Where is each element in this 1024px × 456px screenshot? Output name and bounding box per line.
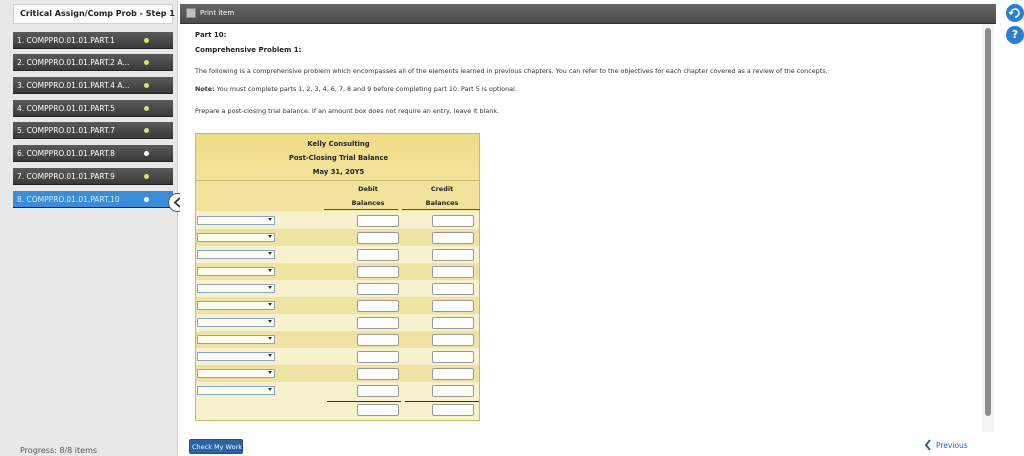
dropdown-arrow-icon <box>268 218 272 221</box>
credit-header: Credit <box>430 185 454 193</box>
debit-amount-input[interactable] <box>357 266 399 278</box>
credit-header-underline <box>402 209 480 210</box>
step-item-2[interactable] <box>13 54 173 71</box>
debit-amount-input[interactable] <box>357 351 399 363</box>
credit-amount-input[interactable] <box>432 283 474 295</box>
debit-total-rule <box>327 401 401 402</box>
assignment-title-bar <box>13 4 173 24</box>
step-item-6[interactable] <box>13 145 173 162</box>
dropdown-arrow-icon <box>268 235 272 238</box>
debit-total-input[interactable] <box>357 404 399 416</box>
step-item-label: 4. COMPPRO.01.01.PART.5 <box>17 104 115 113</box>
debit-amount-input[interactable] <box>357 317 399 329</box>
debit-header: Debit <box>358 185 378 193</box>
intro-text: The following is a comprehensive problem which encompasses all of the elements learned in previous chapters. You can refer to the objectives for each chapter covered as a review of the concepts. <box>195 67 828 75</box>
step-item-3[interactable] <box>13 77 173 94</box>
previous-label: Previous <box>936 441 968 450</box>
step-item-8[interactable] <box>13 191 173 208</box>
chevron-left-icon <box>924 439 932 451</box>
print-icon <box>186 8 196 18</box>
dropdown-arrow-icon <box>268 269 272 272</box>
help-icon[interactable] <box>1006 26 1024 44</box>
account-select[interactable] <box>197 267 275 276</box>
note-label: Note: <box>195 85 215 93</box>
refresh-icon[interactable] <box>1006 4 1024 22</box>
step-item-5[interactable] <box>13 122 173 139</box>
dropdown-arrow-icon <box>268 337 272 340</box>
status-dot-icon <box>144 197 149 202</box>
note-text: You must complete parts 1, 2, 3, 4, 6, 7, 8 and 9 before completing part 10. Part 5 is optional. <box>216 85 517 93</box>
step-item-4[interactable] <box>13 100 173 117</box>
step-item-label: 6. COMPPRO.01.01.PART.8 <box>17 149 115 158</box>
credit-amount-input[interactable] <box>432 300 474 312</box>
complete-dot-icon <box>144 38 149 43</box>
previous-button[interactable] <box>924 437 974 453</box>
dropdown-arrow-icon <box>268 354 272 357</box>
complete-dot-icon <box>144 60 149 65</box>
account-select[interactable] <box>197 369 275 378</box>
dropdown-arrow-icon <box>268 303 272 306</box>
dropdown-arrow-icon <box>268 252 272 255</box>
debit-amount-input[interactable] <box>357 385 399 397</box>
check-my-work-button[interactable] <box>189 439 243 454</box>
account-select[interactable] <box>197 386 275 395</box>
trial-balance-column-headers <box>195 181 480 211</box>
debit-amount-input[interactable] <box>357 334 399 346</box>
account-select[interactable] <box>197 352 275 361</box>
credit-total-input[interactable] <box>432 404 474 416</box>
step-item-1[interactable] <box>13 32 173 49</box>
part-title: Part 10: <box>195 31 227 39</box>
account-select[interactable] <box>197 318 275 327</box>
debit-amount-input[interactable] <box>357 283 399 295</box>
debit-subheader: Balances <box>351 199 385 207</box>
print-item-label: Print item <box>200 9 235 17</box>
trial-balance-header <box>195 133 480 181</box>
refresh-arrow-icon <box>1006 4 1024 22</box>
credit-amount-input[interactable] <box>432 266 474 278</box>
problem-title: Comprehensive Problem 1: <box>195 46 302 54</box>
credit-amount-input[interactable] <box>432 385 474 397</box>
account-select[interactable] <box>197 216 275 225</box>
debit-amount-input[interactable] <box>357 368 399 380</box>
note-line <box>195 85 517 93</box>
credit-subheader: Balances <box>425 199 459 207</box>
complete-dot-icon <box>144 174 149 179</box>
check-my-work-label: Check My Work <box>191 443 243 451</box>
account-select[interactable] <box>197 301 275 310</box>
item-toolbar <box>180 4 996 24</box>
credit-total-rule <box>405 401 479 402</box>
dropdown-arrow-icon <box>268 320 272 323</box>
account-select[interactable] <box>197 335 275 344</box>
dropdown-arrow-icon <box>268 286 272 289</box>
status-dot-icon <box>144 151 149 156</box>
step-item-label: 2. COMPPRO.01.01.PART.2 A... <box>17 58 130 67</box>
assignment-title: Critical Assign/Comp Prob - Step 1 <box>20 9 175 18</box>
step-item-label: 5. COMPPRO.01.01.PART.7 <box>17 126 115 135</box>
instruction-text: Prepare a post-closing trial balance. If an amount box does not require an entry, leave it blank. <box>195 107 500 115</box>
step-item-label: 8. COMPPRO.01.01.PART.10 <box>17 195 120 204</box>
credit-amount-input[interactable] <box>432 232 474 244</box>
statement-date: May 31, 20Y5 <box>312 168 365 176</box>
step-item-7[interactable] <box>13 168 173 185</box>
step-item-label: 3. COMPPRO.01.01.PART.4 A... <box>17 81 130 90</box>
statement-title: Post-Closing Trial Balance <box>288 154 389 162</box>
step-item-label: 7. COMPPRO.01.01.PART.9 <box>17 172 115 181</box>
progress-text: Progress: 8/8 items <box>20 446 98 455</box>
debit-amount-input[interactable] <box>357 249 399 261</box>
complete-dot-icon <box>144 106 149 111</box>
credit-amount-input[interactable] <box>432 368 474 380</box>
credit-amount-input[interactable] <box>432 317 474 329</box>
credit-amount-input[interactable] <box>432 249 474 261</box>
debit-amount-input[interactable] <box>357 232 399 244</box>
complete-dot-icon <box>144 128 149 133</box>
dropdown-arrow-icon <box>268 388 272 391</box>
account-select[interactable] <box>197 233 275 242</box>
scrollbar-thumb[interactable] <box>985 28 991 416</box>
credit-amount-input[interactable] <box>432 334 474 346</box>
debit-header-underline <box>324 209 398 210</box>
debit-amount-input[interactable] <box>357 300 399 312</box>
account-select[interactable] <box>197 250 275 259</box>
credit-amount-input[interactable] <box>432 351 474 363</box>
credit-amount-input[interactable] <box>432 215 474 227</box>
complete-dot-icon <box>144 83 149 88</box>
step-item-label: 1. COMPPRO.01.01.PART.1 <box>17 36 115 45</box>
debit-amount-input[interactable] <box>357 215 399 227</box>
question-mark-icon: ? <box>1011 28 1019 41</box>
company-name: Kelly Consulting <box>307 140 370 148</box>
account-select[interactable] <box>197 284 275 293</box>
dropdown-arrow-icon <box>268 371 272 374</box>
